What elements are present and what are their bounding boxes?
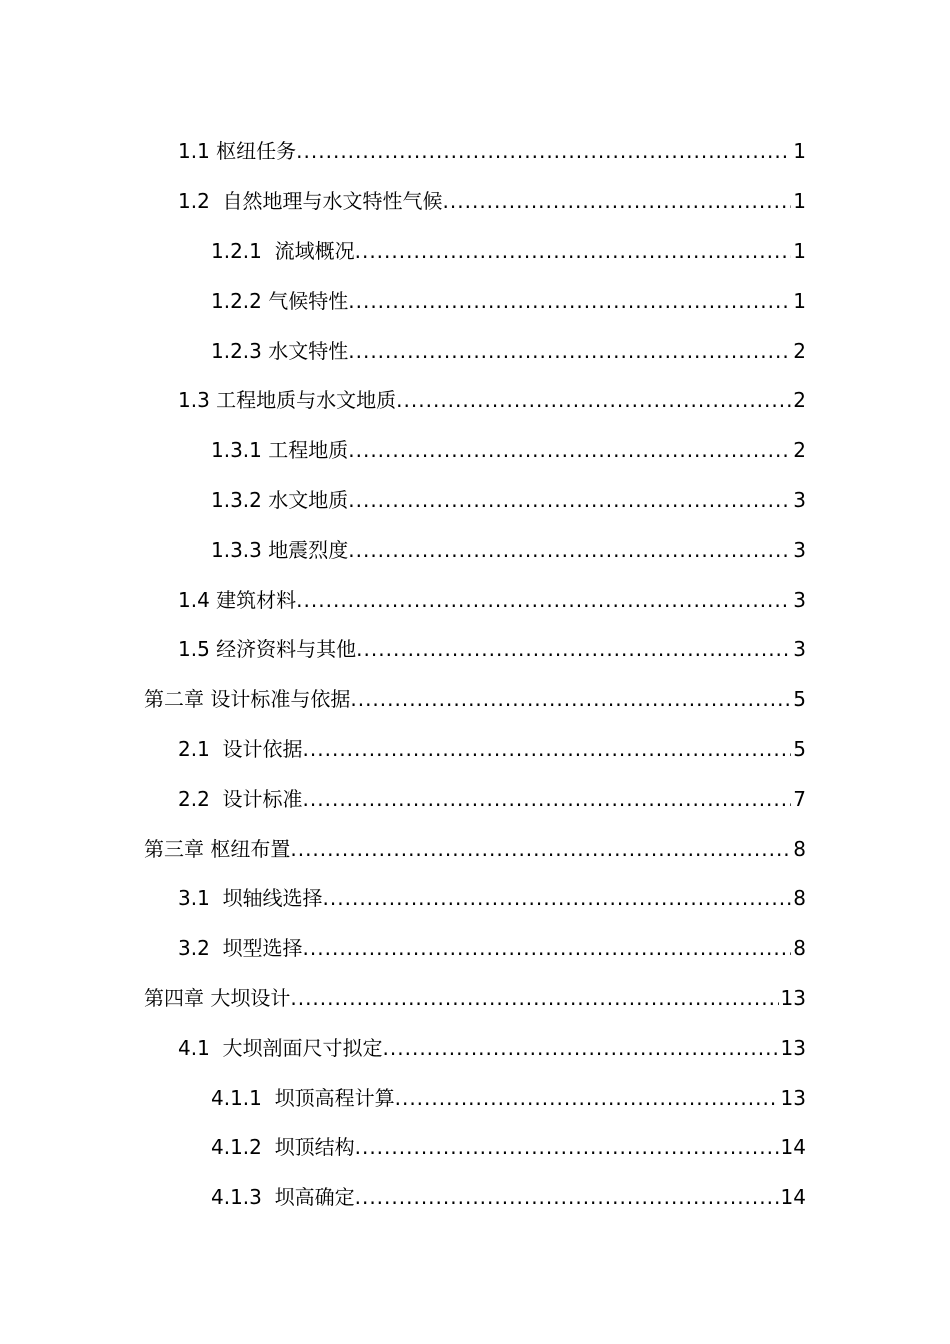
toc-dot-leader	[396, 388, 791, 412]
toc-entry[interactable]	[0, 175, 950, 225]
toc-entry[interactable]	[0, 623, 950, 673]
toc-entry-page: 13	[780, 1035, 806, 1060]
toc-entry-page: 1	[793, 288, 806, 313]
toc-dot-leader	[355, 1135, 779, 1159]
toc-dot-leader	[395, 1086, 779, 1110]
toc-entry[interactable]	[0, 1071, 950, 1121]
toc-entry-title: 1.3.3 地震烈度	[211, 537, 349, 562]
toc-entry[interactable]	[0, 1171, 950, 1221]
toc-entry-title: 4.1.1 坝顶高程计算	[211, 1085, 395, 1110]
toc-dot-leader	[303, 737, 792, 761]
toc-entry-title: 4.1.2 坝顶结构	[211, 1135, 355, 1160]
toc-dot-leader	[290, 837, 791, 861]
table-of-contents	[0, 125, 950, 1221]
toc-entry-title: 1.3.1 工程地质	[211, 438, 349, 463]
toc-dot-leader	[443, 189, 792, 213]
toc-dot-leader	[348, 339, 791, 363]
toc-entry[interactable]	[0, 225, 950, 275]
toc-dot-leader	[303, 936, 792, 960]
toc-entry-title: 1.2 自然地理与水文特性气候	[178, 189, 443, 214]
toc-entry[interactable]	[0, 125, 950, 175]
toc-dot-leader	[356, 637, 791, 661]
toc-entry-page: 14	[780, 1185, 806, 1210]
toc-entry[interactable]	[0, 573, 950, 623]
toc-entry-title: 2.1 设计依据	[178, 736, 303, 761]
toc-entry[interactable]	[0, 1021, 950, 1071]
toc-entry[interactable]	[0, 872, 950, 922]
toc-entry-page: 1	[793, 189, 806, 214]
toc-dot-leader	[290, 986, 778, 1010]
toc-entry-page: 3	[793, 587, 806, 612]
toc-entry-title: 第四章 大坝设计	[144, 985, 291, 1010]
toc-entry[interactable]	[0, 822, 950, 872]
toc-entry-title: 3.2 坝型选择	[178, 936, 303, 961]
toc-entry-page: 5	[793, 736, 806, 761]
toc-entry-page: 1	[793, 139, 806, 164]
toc-entry-page: 8	[793, 936, 806, 961]
toc-dot-leader	[296, 588, 791, 612]
toc-entry-title: 第二章 设计标准与依据	[144, 687, 351, 712]
toc-entry[interactable]	[0, 474, 950, 524]
toc-entry[interactable]	[0, 324, 950, 374]
toc-entry-page: 13	[780, 1085, 806, 1110]
toc-entry-title: 1.2.1 流域概况	[211, 238, 355, 263]
toc-dot-leader	[355, 239, 792, 263]
toc-entry[interactable]	[0, 1121, 950, 1171]
toc-dot-leader	[323, 886, 792, 910]
toc-entry-title: 1.1 枢纽任务	[178, 139, 297, 164]
toc-dot-leader	[348, 488, 791, 512]
toc-entry[interactable]	[0, 374, 950, 424]
toc-entry-page: 5	[793, 687, 806, 712]
toc-entry-page: 8	[793, 886, 806, 911]
toc-entry-title: 1.2.3 水文特性	[211, 338, 349, 363]
toc-entry[interactable]	[0, 972, 950, 1022]
toc-dot-leader	[350, 687, 791, 711]
toc-dot-leader	[355, 1185, 779, 1209]
toc-entry-title: 1.3.2 水文地质	[211, 487, 349, 512]
toc-dot-leader	[296, 139, 791, 163]
toc-entry[interactable]	[0, 922, 950, 972]
toc-entry-page: 3	[793, 487, 806, 512]
toc-entry-title: 4.1.3 坝高确定	[211, 1185, 355, 1210]
toc-entry-page: 2	[793, 388, 806, 413]
toc-entry-page: 2	[793, 338, 806, 363]
toc-entry-title: 3.1 坝轴线选择	[178, 886, 323, 911]
toc-dot-leader	[348, 538, 791, 562]
toc-entry[interactable]	[0, 673, 950, 723]
toc-entry-title: 1.5 经济资料与其他	[178, 637, 357, 662]
toc-entry[interactable]	[0, 274, 950, 324]
toc-entry-title: 1.2.2 气候特性	[211, 288, 349, 313]
toc-entry-page: 3	[793, 537, 806, 562]
toc-entry[interactable]	[0, 523, 950, 573]
toc-entry[interactable]	[0, 723, 950, 773]
toc-entry-page: 8	[793, 836, 806, 861]
toc-entry-title: 第三章 枢纽布置	[144, 836, 291, 861]
toc-dot-leader	[348, 438, 791, 462]
toc-entry-title: 4.1 大坝剖面尺寸拟定	[178, 1035, 383, 1060]
toc-entry-page: 2	[793, 438, 806, 463]
toc-dot-leader	[303, 787, 792, 811]
toc-entry-title: 2.2 设计标准	[178, 786, 303, 811]
toc-entry-title: 1.3 工程地质与水文地质	[178, 388, 397, 413]
toc-entry-page: 1	[793, 238, 806, 263]
toc-entry-page: 13	[780, 985, 806, 1010]
toc-entry[interactable]	[0, 772, 950, 822]
toc-dot-leader	[348, 289, 791, 313]
toc-dot-leader	[383, 1036, 779, 1060]
toc-entry-title: 1.4 建筑材料	[178, 587, 297, 612]
toc-entry-page: 7	[793, 786, 806, 811]
toc-entry-page: 14	[780, 1135, 806, 1160]
toc-entry[interactable]	[0, 424, 950, 474]
toc-entry-page: 3	[793, 637, 806, 662]
